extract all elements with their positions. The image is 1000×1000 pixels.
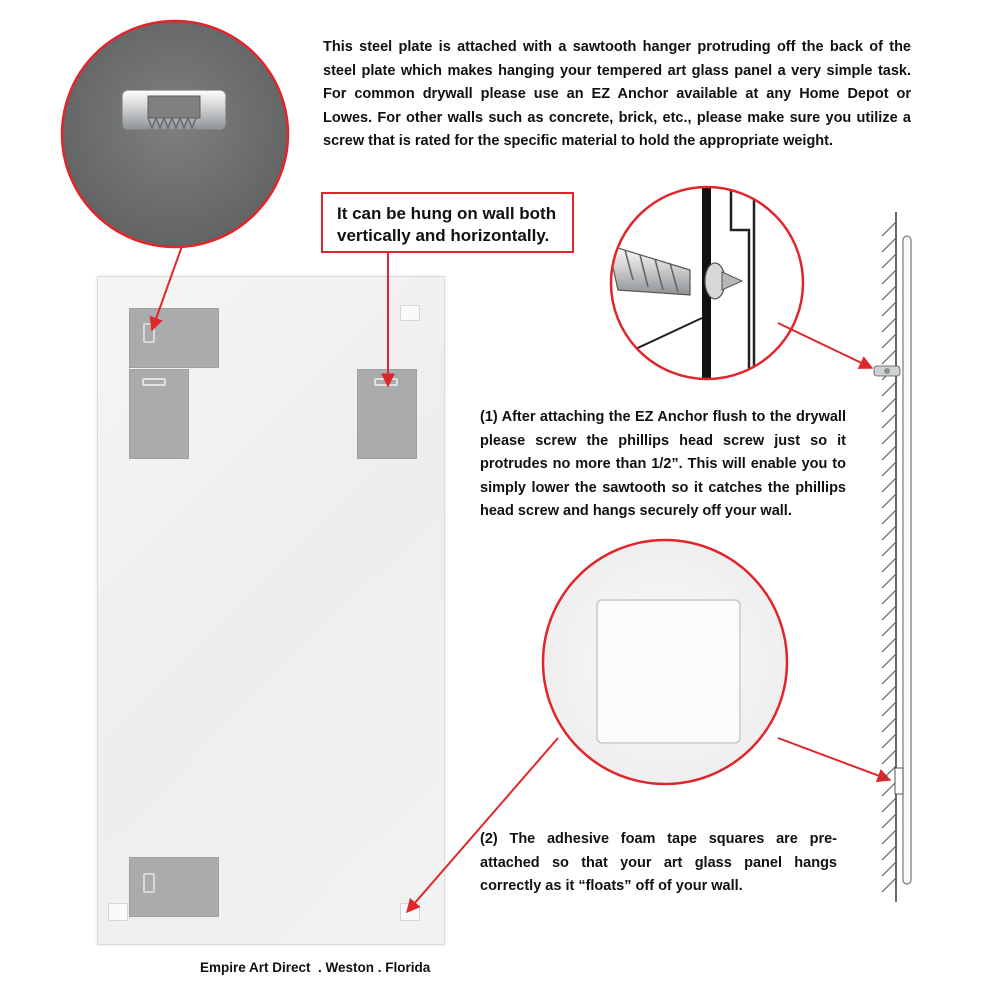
zoom-circle-foam — [543, 540, 787, 784]
sawtooth-hanger-icon — [122, 90, 226, 130]
callout-line-1: It can be hung on wall both — [337, 204, 557, 223]
callout-line-2: vertically and horizontally. — [337, 226, 550, 245]
glass-panel-side — [903, 236, 911, 884]
foam-square-icon — [895, 768, 903, 794]
arrow-foam-panel — [407, 738, 558, 912]
ez-anchor-screw-icon — [874, 366, 900, 376]
step-1-paragraph: (1) After attaching the EZ Anchor flush to the drywall please screw the phillips head screw just so it protrudes no more than 1/2”. This will enable you to simply lower the sawtooth so it catches the phillips head screw and hangs securely off your wall. — [480, 409, 846, 519]
step-2-paragraph: (2) The adhesive foam tape squares are pre-attached so that your art glass panel hangs correctly as it “floats” off of your wall. — [480, 831, 837, 894]
zoom-circle-hanger — [62, 21, 288, 247]
wall-profile — [874, 212, 911, 902]
wall-hatch-icon — [882, 222, 896, 892]
footer-company: Empire Art Direct . Weston . Florida — [200, 960, 431, 975]
intro-paragraph: This steel plate is attached with a sawtooth hanger protruding off the back of the steel plate which makes hanging your tempered art glass panel a very simple task. For common drywall please use an EZ Anchor available at any Home Depot or Lowes. For other walls such as concrete, brick, etc., please make sure you utilize a screw that is rated for the specific material to hold the appropriate weight. — [323, 39, 911, 149]
arrow-foam-wall — [778, 738, 890, 780]
arrow-hanger — [152, 246, 182, 330]
zoom-circle-anchor — [608, 170, 803, 400]
foam-square-icon — [597, 600, 740, 743]
arrow-anchor — [778, 323, 872, 368]
